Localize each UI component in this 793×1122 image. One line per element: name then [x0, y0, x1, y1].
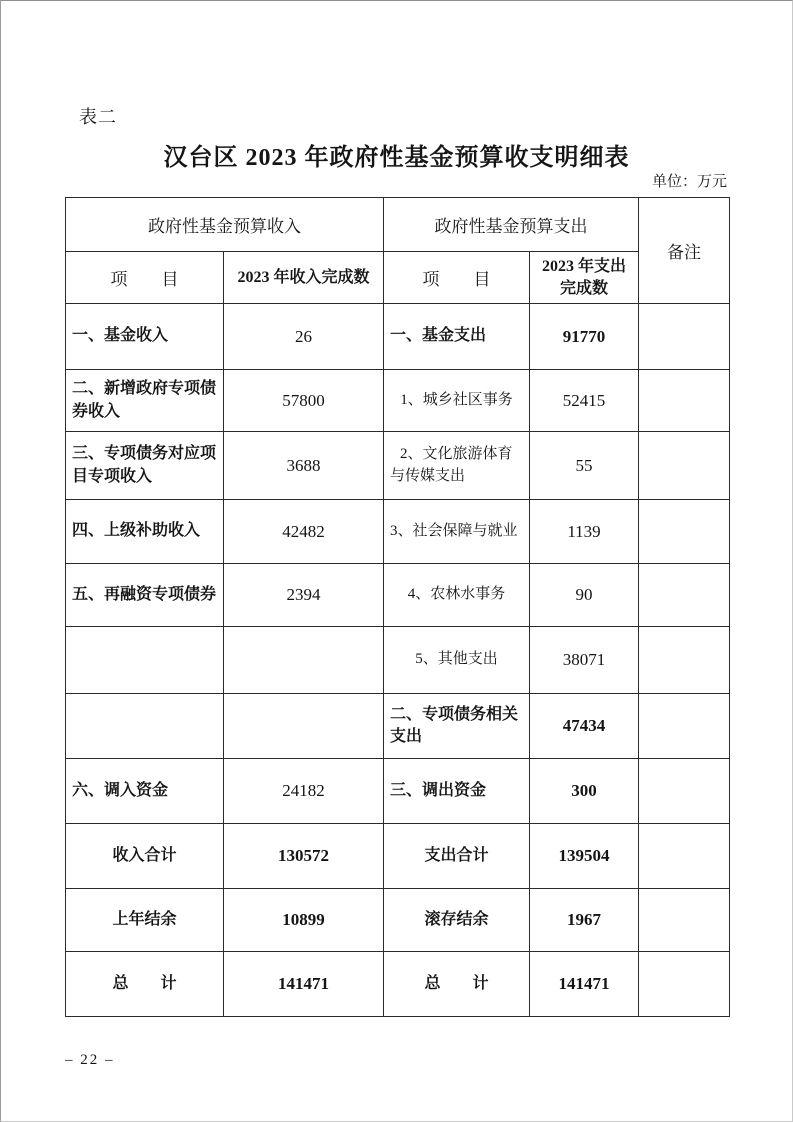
- table-row: [66, 304, 730, 370]
- income-value-cell: 2394: [224, 564, 384, 627]
- table-row: [66, 500, 730, 564]
- income-value-cell: [224, 694, 384, 759]
- expense-value-cell: 141471: [530, 952, 639, 1017]
- income-value-cell: 10899: [224, 889, 384, 952]
- expense-item-cell: 总 计: [384, 952, 530, 1017]
- remark-cell: [639, 889, 730, 952]
- remark-cell: [639, 627, 730, 694]
- expense-value-header: 2023 年支出完成数: [530, 252, 639, 304]
- income-value-cell: 130572: [224, 824, 384, 889]
- remark-cell: [639, 564, 730, 627]
- table-row: [66, 627, 730, 694]
- income-value-header: 2023 年收入完成数: [224, 252, 384, 304]
- income-item-cell: [66, 694, 224, 759]
- expense-item-cell: 滚存结余: [384, 889, 530, 952]
- table-tag: 表二: [79, 107, 117, 127]
- expense-value-cell: 55: [530, 432, 639, 500]
- expense-value-cell: 91770: [530, 304, 639, 370]
- remark-cell: [639, 500, 730, 564]
- income-value-cell: 3688: [224, 432, 384, 500]
- expense-item-cell: 3、社会保障与就业: [384, 500, 530, 564]
- income-item-cell: 四、上级补助收入: [66, 500, 224, 564]
- expense-value-cell: 139504: [530, 824, 639, 889]
- table-row: [66, 952, 730, 1017]
- income-item-cell: 总 计: [66, 952, 224, 1017]
- expense-item-cell: 4、农林水事务: [384, 564, 530, 627]
- expense-item-cell: 2、文化旅游体育与传媒支出: [384, 432, 530, 500]
- remark-cell: [639, 694, 730, 759]
- page-number: – 22 –: [65, 1052, 115, 1068]
- table-row: [66, 759, 730, 824]
- income-item-cell: [66, 627, 224, 694]
- income-value-cell: 42482: [224, 500, 384, 564]
- remark-cell: [639, 304, 730, 370]
- remark-cell: [639, 432, 730, 500]
- page-title: 汉台区 2023 年政府性基金预算收支明细表: [163, 145, 630, 171]
- expense-item-cell: 二、专项债务相关支出: [384, 694, 530, 759]
- table-row: [66, 432, 730, 500]
- income-item-header: 项 目: [66, 252, 224, 304]
- budget-table: [65, 197, 730, 1017]
- table-row: [66, 370, 730, 432]
- income-item-cell: 三、专项债务对应项目专项收入: [66, 432, 224, 500]
- income-value-cell: 57800: [224, 370, 384, 432]
- income-group-header: 政府性基金预算收入: [66, 198, 384, 252]
- remark-header: 备注: [639, 198, 730, 304]
- income-item-cell: 五、再融资专项债券: [66, 564, 224, 627]
- expense-item-cell: 三、调出资金: [384, 759, 530, 824]
- remark-cell: [639, 952, 730, 1017]
- income-value-cell: [224, 627, 384, 694]
- remark-cell: [639, 824, 730, 889]
- income-value-cell: 141471: [224, 952, 384, 1017]
- expense-value-cell: 38071: [530, 627, 639, 694]
- expense-value-cell: 300: [530, 759, 639, 824]
- expense-value-cell: 52415: [530, 370, 639, 432]
- remark-cell: [639, 370, 730, 432]
- expense-item-cell: 支出合计: [384, 824, 530, 889]
- income-item-cell: 六、调入资金: [66, 759, 224, 824]
- income-item-cell: 收入合计: [66, 824, 224, 889]
- expense-item-cell: 1、城乡社区事务: [384, 370, 530, 432]
- table-body: [66, 304, 730, 1017]
- remark-cell: [639, 759, 730, 824]
- expense-item-header: 项 目: [384, 252, 530, 304]
- expense-value-cell: 1967: [530, 889, 639, 952]
- income-item-cell: 一、基金收入: [66, 304, 224, 370]
- income-value-cell: 24182: [224, 759, 384, 824]
- unit-note: 单位：万元: [651, 174, 727, 190]
- income-item-cell: 二、新增政府专项债券收入: [66, 370, 224, 432]
- expense-group-header: 政府性基金预算支出: [384, 198, 639, 252]
- expense-value-cell: 1139: [530, 500, 639, 564]
- expense-item-cell: 5、其他支出: [384, 627, 530, 694]
- header-row-columns: [66, 252, 730, 304]
- table-row: [66, 824, 730, 889]
- table-row: [66, 694, 730, 759]
- expense-value-cell: 47434: [530, 694, 639, 759]
- income-item-cell: 上年结余: [66, 889, 224, 952]
- income-value-cell: 26: [224, 304, 384, 370]
- table-row: [66, 564, 730, 627]
- header-row-groups: [66, 198, 730, 252]
- expense-item-cell: 一、基金支出: [384, 304, 530, 370]
- table-row: [66, 889, 730, 952]
- expense-value-cell: 90: [530, 564, 639, 627]
